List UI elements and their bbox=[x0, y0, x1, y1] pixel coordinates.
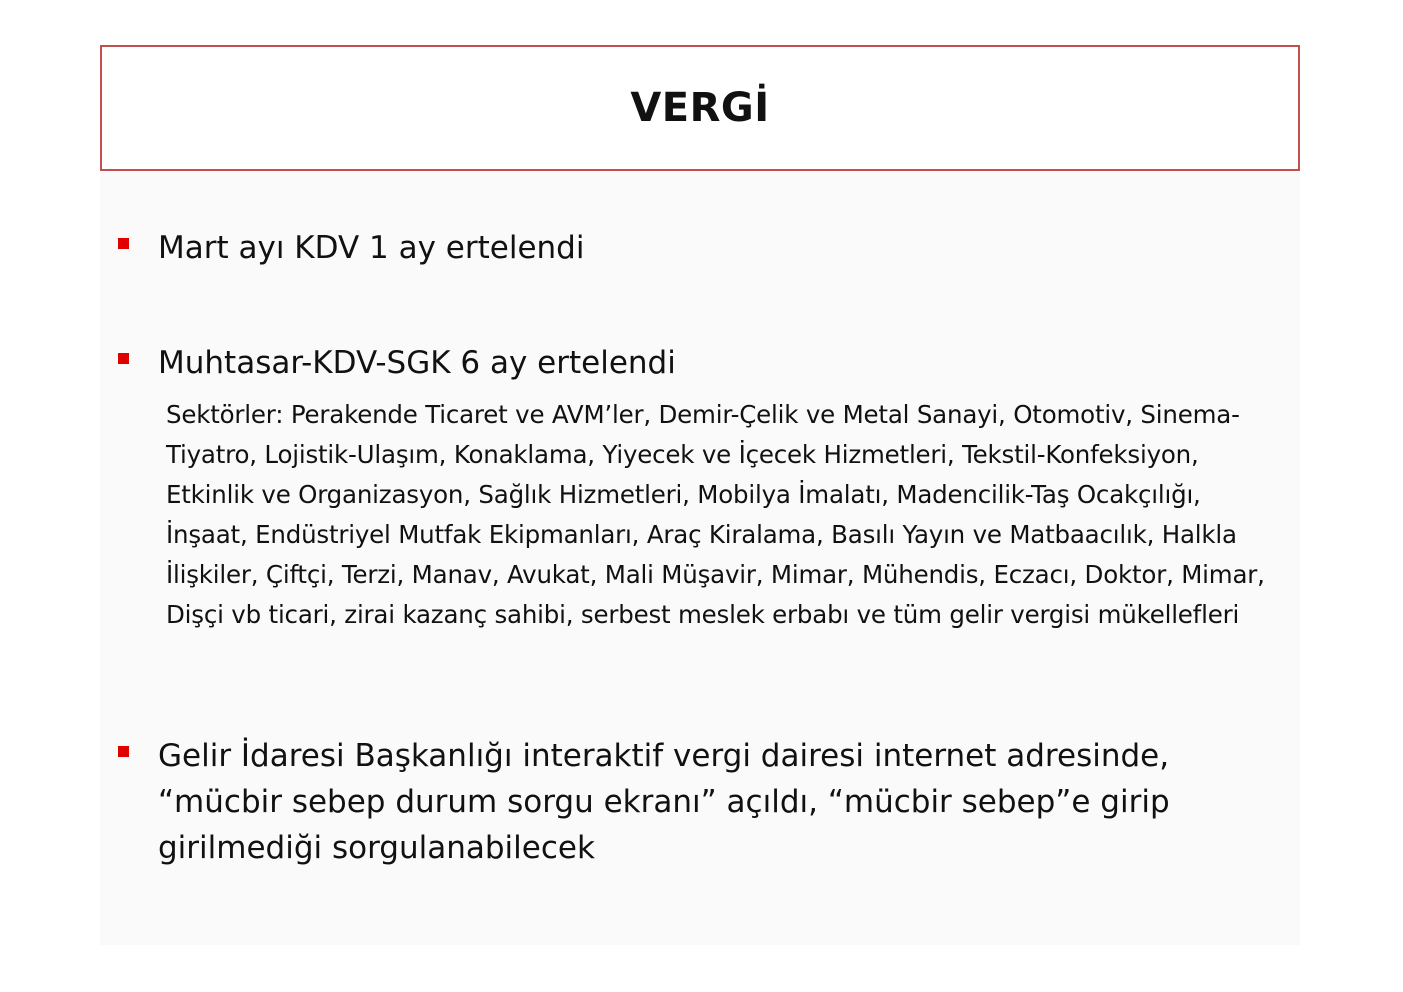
bullet-text: Gelir İdaresi Başkanlığı interaktif vergi dairesi internet adresinde, “mücbir sebep durum sorgu ekranı” açıldı, “mücbir sebep”e girip girilmediği sorgulanabilecek bbox=[158, 738, 1170, 866]
slide bbox=[100, 45, 1300, 945]
bullet-square-icon bbox=[118, 353, 129, 364]
bullet-item bbox=[118, 733, 1248, 871]
title-box bbox=[100, 45, 1300, 171]
bullet-square-icon bbox=[118, 238, 129, 249]
bullet-square-icon bbox=[118, 746, 129, 757]
sector-list: Sektörler: Perakende Ticaret ve AVM’ler, Demir-Çelik ve Metal Sanayi, Otomotiv, Sinema-Tiyatro, Lojistik-Ulaşım, Konaklama, Yiyecek ve İçecek Hizmetleri, Tekstil-Konfeksiyon, Etkinlik ve Organizasyon, Sağlık Hizmetleri, Mobilya İmalatı, Madencilik-Taş Ocakçılığı, İnşaat, Endüstriyel Mutfak Ekipmanları, Araç Kiralama, Basılı Yayın ve Matbaacılık, Halkla İlişkiler, Çiftçi, Terzi, Manav, Avukat, Mali Müşavir, Mimar, Mühendis, Eczacı, Doktor, Mimar, Dişçi vb ticari, zirai kazanç sahibi, serbest meslek erbabı ve tüm gelir vergisi mükellefleri bbox=[166, 400, 1265, 629]
bullet-text: Mart ayı KDV 1 ay ertelendi bbox=[158, 230, 585, 266]
bullet-item bbox=[118, 225, 1248, 271]
slide-title: VERGİ bbox=[630, 85, 770, 131]
bullet-text: Muhtasar-KDV-SGK 6 ay ertelendi bbox=[158, 345, 676, 381]
bullet-item bbox=[118, 340, 1248, 386]
